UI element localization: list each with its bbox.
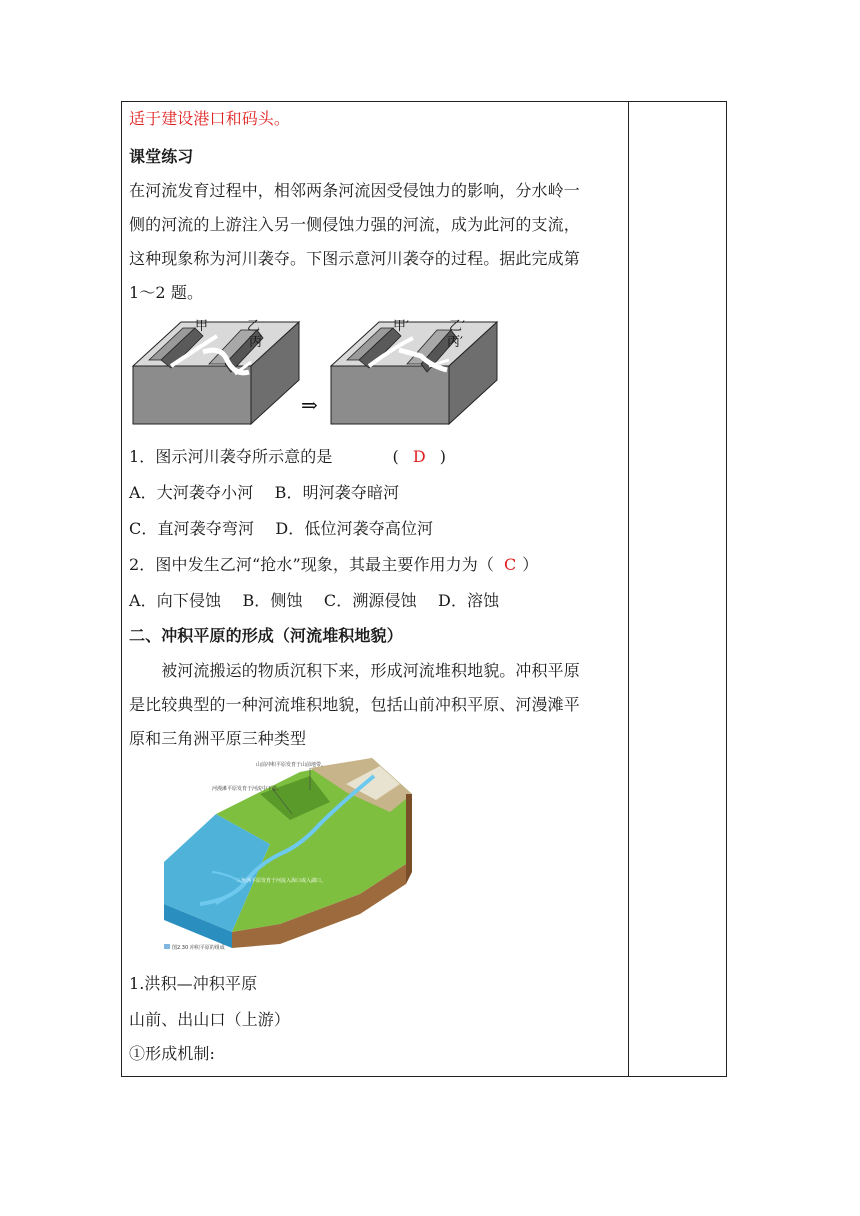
- label-yi: 乙: [247, 319, 261, 334]
- content-table: [121, 101, 727, 1077]
- q1-stem: 1．图示河川袭夺所示意的是: [129, 447, 333, 466]
- column-divider: [628, 102, 629, 1076]
- alluvial-plain-figure: [160, 754, 412, 954]
- q1-options-1: A．大河袭夺小河 B．明河袭夺暗河: [129, 483, 400, 502]
- sub1-title: 1.洪积—冲积平原: [129, 974, 258, 993]
- section2-heading: 二、冲积平原的形成（河流堆积地貌）: [129, 626, 403, 645]
- q1-open-paren: (: [392, 447, 399, 466]
- passage-line: 在河流发育过程中，相邻两条河流因受侵蚀力的影响，分水岭一: [129, 181, 580, 200]
- passage-line: 1～2 题。: [129, 283, 204, 302]
- section2-para-line: 是比较典型的一种河流堆积地貌，包括山前冲积平原、河漫滩平: [129, 695, 580, 714]
- q1-answer: D: [412, 447, 426, 466]
- diagram-before: [133, 319, 299, 424]
- intro-text: 适于建设港口和码头。: [129, 109, 291, 128]
- q1-stem-row: [129, 444, 446, 467]
- section2-para-line: 被河流搬运的物质沉积下来，形成河流堆积地貌。冲积平原: [129, 661, 580, 680]
- label-piedmont: 山前冲积平原发育于山前地带。: [256, 762, 327, 768]
- label-bing-prime: 丙′: [447, 335, 463, 350]
- figure-caption: 图2.30 冲积平原的组成: [172, 945, 225, 951]
- sub1-mechanism: ①形成机制:: [129, 1044, 215, 1063]
- passage-line: 这种现象称为河川袭夺。下图示意河川袭夺的过程。据此完成第: [129, 249, 580, 268]
- q2-stem-row: [129, 552, 538, 575]
- label-delta: 三角洲平原发育于河流入海口或入湖口。: [236, 878, 327, 884]
- passage-line: 侧的河流的上游注入另一侧侵蚀力强的河流，成为此河的支流，: [129, 215, 580, 234]
- q2-close-paren: ）: [522, 555, 539, 574]
- label-bing: 丙: [249, 335, 263, 350]
- q1-options-2: C．直河袭夺弯河 D．低位河袭夺高位河: [129, 519, 434, 538]
- river-capture-diagram: [131, 316, 501, 428]
- q2-answer: C: [503, 555, 517, 574]
- transition-arrow: ⇒: [301, 393, 318, 417]
- practice-heading: 课堂练习: [129, 147, 194, 166]
- label-jia: 甲: [195, 319, 209, 334]
- sub1-location: 山前、出山口（上游）: [129, 1010, 291, 1029]
- q2-stem: 2．图中发生乙河“抢水”现象，其最主要作用力为（: [129, 555, 494, 574]
- section2-para-line: 原和三角洲平原三种类型: [129, 729, 307, 748]
- q1-close-paren: ): [439, 447, 447, 466]
- diagram-after: [331, 319, 497, 424]
- q2-options: A．向下侵蚀 B．侧蚀 C．溯源侵蚀 D．溶蚀: [129, 591, 500, 610]
- main-cell: [122, 102, 628, 1076]
- label-jia-prime: 甲′: [393, 319, 409, 334]
- label-yi-prime: 乙′: [449, 319, 465, 334]
- label-floodplain: 河漫滩平原发育于河流中下游。: [212, 786, 283, 792]
